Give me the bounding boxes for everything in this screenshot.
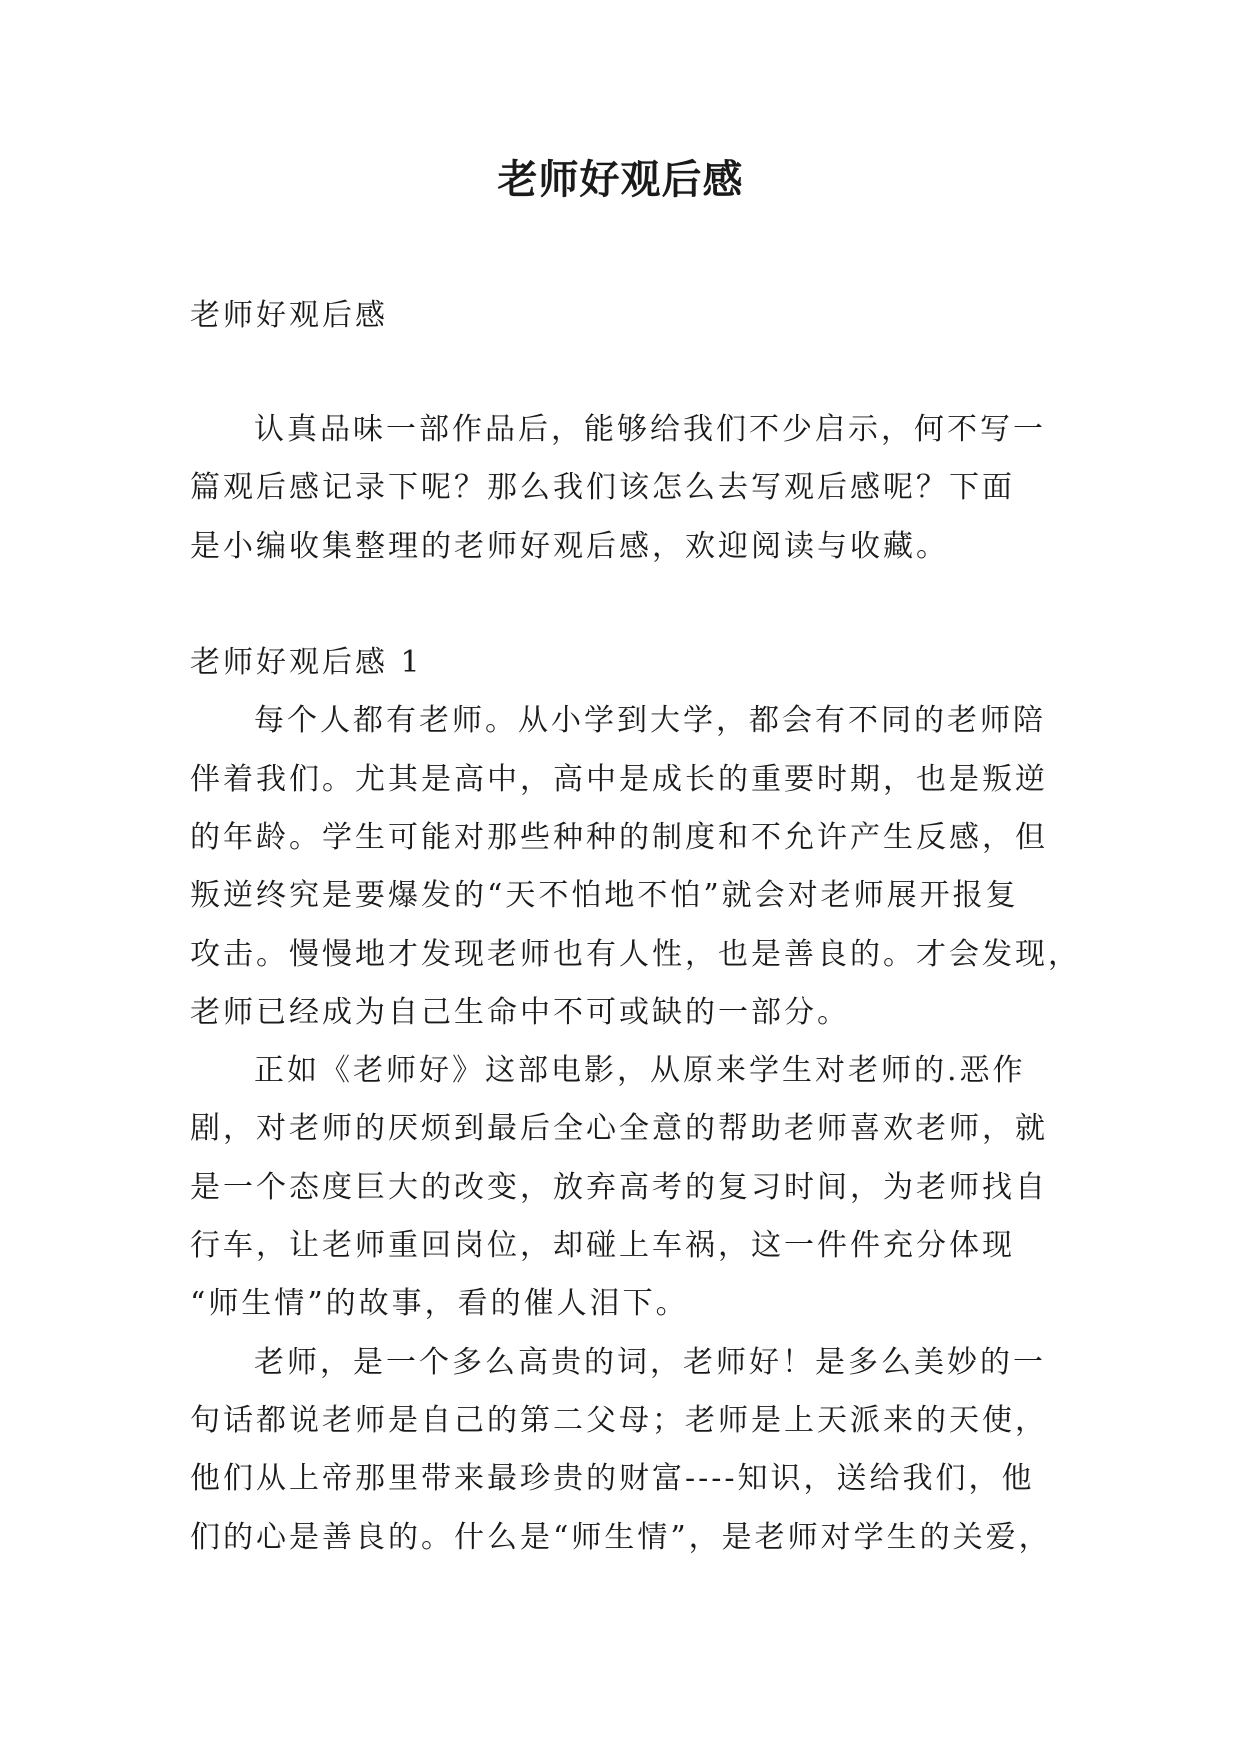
paragraph-line: 们的心是善良的。什么是“师生情”，是老师对学生的关爱， — [190, 1520, 1052, 1555]
paragraph-line: 伴着我们。尤其是高中，高中是成长的重要时期，也是叛逆 — [190, 762, 1048, 797]
paragraph-line: 正如《老师好》这部电影，从原来学生对老师的.恶作 — [254, 1053, 1026, 1088]
paragraph-line: “师生情”的故事，看的催人泪下。 — [190, 1286, 689, 1321]
intro-line: 篇观后感记录下呢？那么我们该怎么去写观后感呢？下面 — [190, 470, 1015, 505]
paragraph-line: 的年龄。学生可能对那些种种的制度和不允许产生反感，但 — [190, 820, 1048, 855]
intro-line: 是小编收集整理的老师好观后感，欢迎阅读与收藏。 — [190, 529, 949, 564]
paragraph-line: 是一个态度巨大的改变，放弃高考的复习时间，为老师找自 — [190, 1170, 1048, 1205]
paragraph-line: 句话都说老师是自己的第二父母；老师是上天派来的天使， — [190, 1403, 1048, 1438]
paragraph-line: 剧，对老师的厌烦到最后全心全意的帮助老师喜欢老师，就 — [190, 1111, 1048, 1146]
paragraph-line: 他们从上帝那里带来最珍贵的财富----知识，送给我们，他 — [190, 1461, 1035, 1496]
paragraph-line: 行车，让老师重回岗位，却碰上车祸，这一件件充分体现 — [190, 1228, 1015, 1263]
paragraph-line: 每个人都有老师。从小学到大学，都会有不同的老师陪 — [254, 703, 1046, 738]
section-heading: 老师好观后感 1 — [190, 645, 423, 680]
intro-line: 认真品味一部作品后，能够给我们不少启示，何不写一 — [254, 412, 1046, 447]
paragraph-line: 老师，是一个多么高贵的词，老师好！是多么美妙的一 — [254, 1345, 1046, 1380]
document-title: 老师好观后感 — [497, 156, 744, 203]
paragraph-line: 老师已经成为自己生命中不可或缺的一部分。 — [190, 995, 850, 1030]
document-subtitle: 老师好观后感 — [190, 298, 388, 333]
paragraph-line: 叛逆终究是要爆发的“天不怕地不怕”就会对老师展开报复 — [190, 878, 1019, 913]
paragraph-line: 攻击。慢慢地才发现老师也有人性，也是善良的。才会发现， — [190, 937, 1081, 972]
